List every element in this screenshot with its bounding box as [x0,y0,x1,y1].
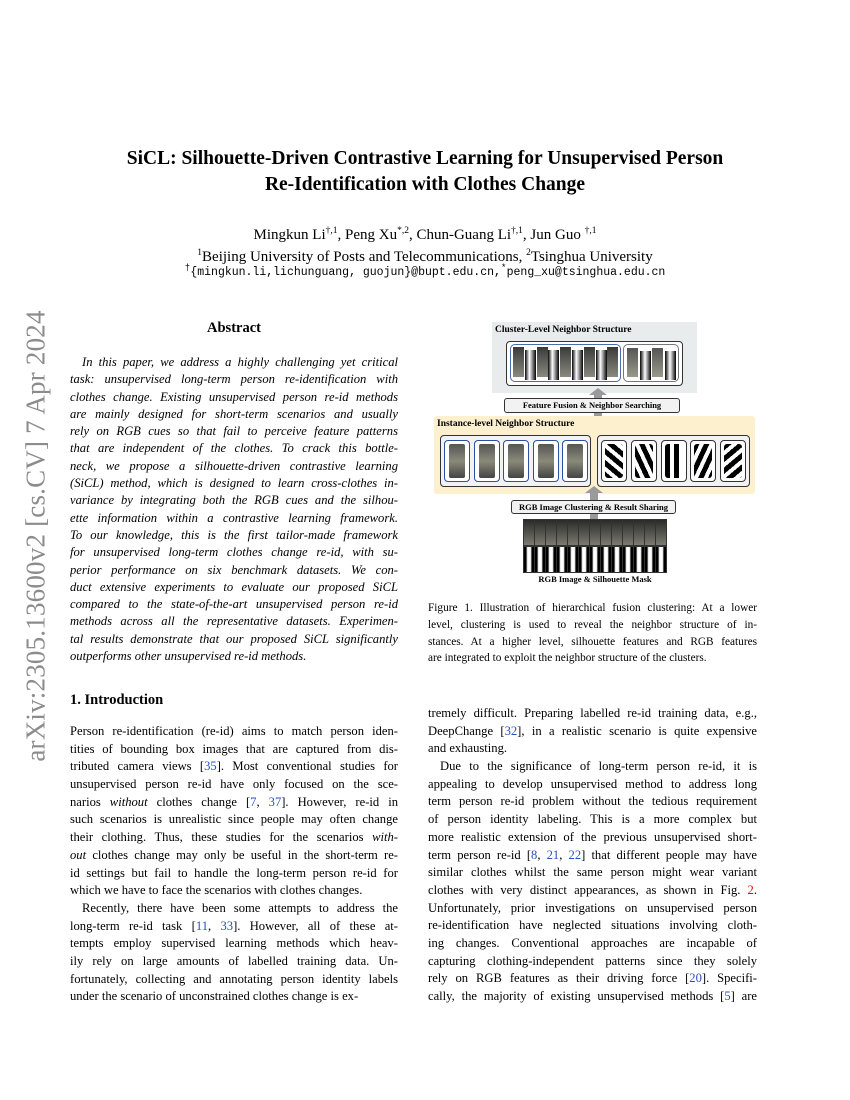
person-image [568,520,578,545]
author-mark: †,1 [584,226,597,236]
person-image [656,520,666,545]
text-line: perior performance on six benchmark datasets. We con- [70,562,398,577]
author-mark: †,1 [325,226,338,236]
text-line: re-identification have neglected situations involving cloth- [428,918,757,933]
intro-left-column [70,723,398,1006]
affiliations [0,246,850,268]
text-line: similar clothes whilst the same person might wear variant [428,865,757,880]
text-line: fortunately, collecting and annotating person identity labels [70,971,398,986]
person-image [584,347,595,377]
person-image [623,520,633,545]
text-line: unsupervised person re-id have only focused on the sce- [70,777,398,792]
text-line: and exhausting. [428,741,508,756]
text-line: level, clustering is used to reveal the neighbor structure of in- [428,618,757,631]
text-line: that are independent of the clothes. To crack this bottle- [70,441,398,456]
text-line: variance by integrating both the RGB cues and the silhou- [70,493,398,508]
citation-link[interactable]: 22 [568,847,582,862]
citation-link[interactable]: 8 [531,847,538,862]
text-line: id settings but fail to handle the long-term person re-id for [70,865,398,880]
up-arrow-icon [589,388,607,395]
author-name: Mingkun Li [253,227,326,243]
citation-link[interactable]: 20 [689,971,702,986]
silhouette-image [645,547,655,572]
silhouette-image [665,444,683,478]
text-line: clothes change. Existing unsupervised person re-id methods [70,389,398,404]
author-name: Peng Xu [345,227,398,243]
text-line: tal results demonstrate that our proposed SiCL significantly [70,631,398,646]
text-line: more realistic extension of the previous unsupervised short- [428,829,757,844]
text-line: neck, we propose a silhouette-driven contrastive learning [70,458,398,473]
text-line: tities of bounding box images that are captured from dis- [70,741,398,756]
text-line: tempts employ supervised learning methods which heav- [70,936,398,951]
text-line: rely on RGB features as their driving force [20]. Specifi- [428,971,757,986]
silhouette-image [605,444,623,478]
person-image [560,347,571,377]
text-line: (SiCL) method, which is designed to learn cross-clothes in- [70,476,398,491]
fusion-label: Feature Fusion & Neighbor Searching [504,398,680,413]
silhouette-image [640,351,651,380]
silhouette-image [596,350,607,380]
text-line: duct extensive experiments to evaluate our proposed SiCL [70,579,398,594]
input-label: RGB Image & Silhouette Mask [538,574,652,584]
paper-title [0,146,850,198]
citation-link[interactable]: 33 [220,918,234,933]
cluster-level-title: Cluster-Level Neighbor Structure [495,325,632,335]
text-line: outperforms other unsupervised re-id methods. [70,649,307,664]
citation-link[interactable]: 21 [546,847,560,862]
person-image [567,444,583,478]
person-image [652,348,663,377]
section-heading: 1. Introduction [70,692,164,708]
author-name: Jun Guo [530,227,585,243]
text-line: Recently, there have been some attempts to address the [82,900,398,915]
person-image [537,347,548,377]
silhouette-image [524,547,534,572]
citation-link[interactable]: 7 [250,794,257,809]
silhouette-image [612,547,622,572]
text-line: of person identity labeling. This is a more complex but [428,812,757,827]
instance-level-title: Instance-level Neighbor Structure [437,419,575,429]
text-line: long-term re-id task [11, 33]. However, all of these at- [70,918,398,933]
person-image [579,520,589,545]
text-line: Due to the significance of long-term person re-id, it is [440,759,757,774]
person-image [634,520,644,545]
arrow-stem [590,492,598,500]
silhouette-image [579,547,589,572]
person-image [607,347,618,377]
silhouette-image [548,350,559,380]
affiliation-mark: 2 [526,248,531,258]
person-image [513,347,524,377]
text-line: tributed camera views [35]. Most conventional studies for [70,759,398,774]
text-line: task: unsupervised long-term person re-identification with [70,372,398,387]
text-line: are integrated to exploit the neighbor structure of the clusters. [428,652,707,665]
silhouette-image [634,547,644,572]
text-line: under the scenario of unconstrained clothes change is ex- [70,989,359,1004]
person-image [479,444,495,478]
person-image [449,444,465,478]
text-line: term person re-id problem without the tedious requirement [428,794,757,809]
text-line: cally, the majority of existing unsupervised methods [5] are [428,989,757,1003]
text-line: Person re-identification (re-id) aims to match person iden- [70,724,398,738]
person-image [645,520,655,545]
person-image [508,444,524,478]
citation-link[interactable]: 37 [268,794,282,809]
figure-caption [428,600,757,667]
text-line: methods across all the representative datasets. Experimen- [70,614,398,629]
text-line: ing changes. Conventional approaches are incapable of [428,935,757,950]
person-image [590,520,600,545]
emails [0,262,850,279]
text-line: out clothes change may only be useful in the short-term re- [70,847,398,862]
text-line: which we have to face the scenarios with clothes changes. [70,883,363,898]
text-line: compared to the state-of-the-art unsupervised person re-id [70,597,398,612]
affiliation: Tsinghua University [530,249,653,265]
person-image [612,520,622,545]
silhouette-image [572,350,583,380]
title-line: SiCL: Silhouette-Driven Contrastive Learning for Unsupervised Person [126,148,724,169]
citation-link[interactable]: 32 [504,723,518,738]
silhouette-image [656,547,666,572]
text-line: stances. At a higher level, silhouette features and RGB features [428,635,757,648]
text-line: clothes with very distinct appearances, as shown in Fig. 2. [428,882,757,897]
clustering-label: RGB Image Clustering & Result Sharing [511,500,676,514]
silhouette-image [601,547,611,572]
text-line: narios without clothes change [7, 37]. However, re-id in [70,794,398,809]
person-image [538,444,554,478]
author-mark: *,2 [397,226,409,236]
silhouette-image [623,547,633,572]
title-line: Re-Identification with Clothes Change [264,174,586,195]
abstract-heading: Abstract [207,320,261,336]
arxiv-stamp: arXiv:2305.13600v2 [cs.CV] 7 Apr 2024 [20,310,51,762]
author-name: Chun-Guang Li [416,227,512,243]
silhouette-image [635,444,653,478]
silhouette-image [557,547,567,572]
text-line: for unsupervised long-term clothes change re-id, with su- [70,545,398,560]
text-line: ily rely on large amounts of labelled training data. Un- [70,953,398,968]
email-text: peng_xu@tsinghua.edu.cn [506,266,666,279]
author-list: Mingkun $Li^{\dagger,1}$, Peng $Xu^{*,2}$, Chun-Guang $Li^{\dagger,1}$, Jun Guo $^{\dagger,1}$ [253,226,597,243]
text-line: appealing to develop unsupervised method to address long [428,776,757,791]
text-line: In this paper, we address a highly challenging yet critical [82,355,398,369]
person-image [535,520,545,545]
text-line: Figure 1. Illustration of hierarchical fusion clustering: At a lower [428,602,757,614]
citation-link[interactable]: 11 [195,918,208,933]
person-image [546,520,556,545]
text-line: capturing clothing-independent patterns since they solely [428,953,757,968]
silhouette-image [525,350,536,380]
intro-right-column [428,705,757,1006]
text-line: term person re-id [8, 21, 22] that different people may have [428,847,757,862]
text-line: tremely difficult. Preparing labelled re-id training data, e.g., [428,706,757,720]
text-line: such scenarios is unrealistic since people may often change [70,812,398,827]
email-mark: † [184,262,191,274]
silhouette-image [546,547,556,572]
email-mark: * [500,262,507,274]
silhouette-image [535,547,545,572]
silhouette-image [590,547,600,572]
citation-link[interactable]: 35 [204,759,217,774]
author-mark: †,1 [511,226,523,236]
person-image [601,520,611,545]
abstract-body [70,354,398,665]
affiliation-mark: 1 [197,248,203,258]
text-line: their clothing. Thus, these studies for the scenarios with- [70,830,398,845]
citation-link[interactable]: 5 [724,989,731,1003]
silhouette-image [724,444,742,478]
author-block [0,224,850,268]
silhouette-image [568,547,578,572]
person-image [557,520,567,545]
email-text: {mingkun.li,lichunguang, guojun}@bupt.edu.cn, [190,266,501,279]
silhouette-image [665,351,676,380]
affiliation: Beijing University of Posts and Telecommunications, [202,249,527,265]
silhouette-image [694,444,712,478]
text-line: DeepChange [32], in a realistic scenario is quite expensive [428,723,757,738]
figure-ref[interactable]: 2 [747,882,754,897]
person-image [627,348,638,377]
text-line: are mainly designed for short-term scenarios and usually [70,406,398,421]
text-line: Unfortunately, prior investigations on unsupervised person [428,900,757,915]
person-image [524,520,534,545]
text-line: ette information within a contrastive learning framework. [70,510,398,525]
up-arrow-icon [585,486,603,493]
text-line: rely on RGB cues so that fail to perceive feature patterns [70,424,398,439]
text-line: To our knowledge, this is the first tailor-made framework [70,527,398,542]
